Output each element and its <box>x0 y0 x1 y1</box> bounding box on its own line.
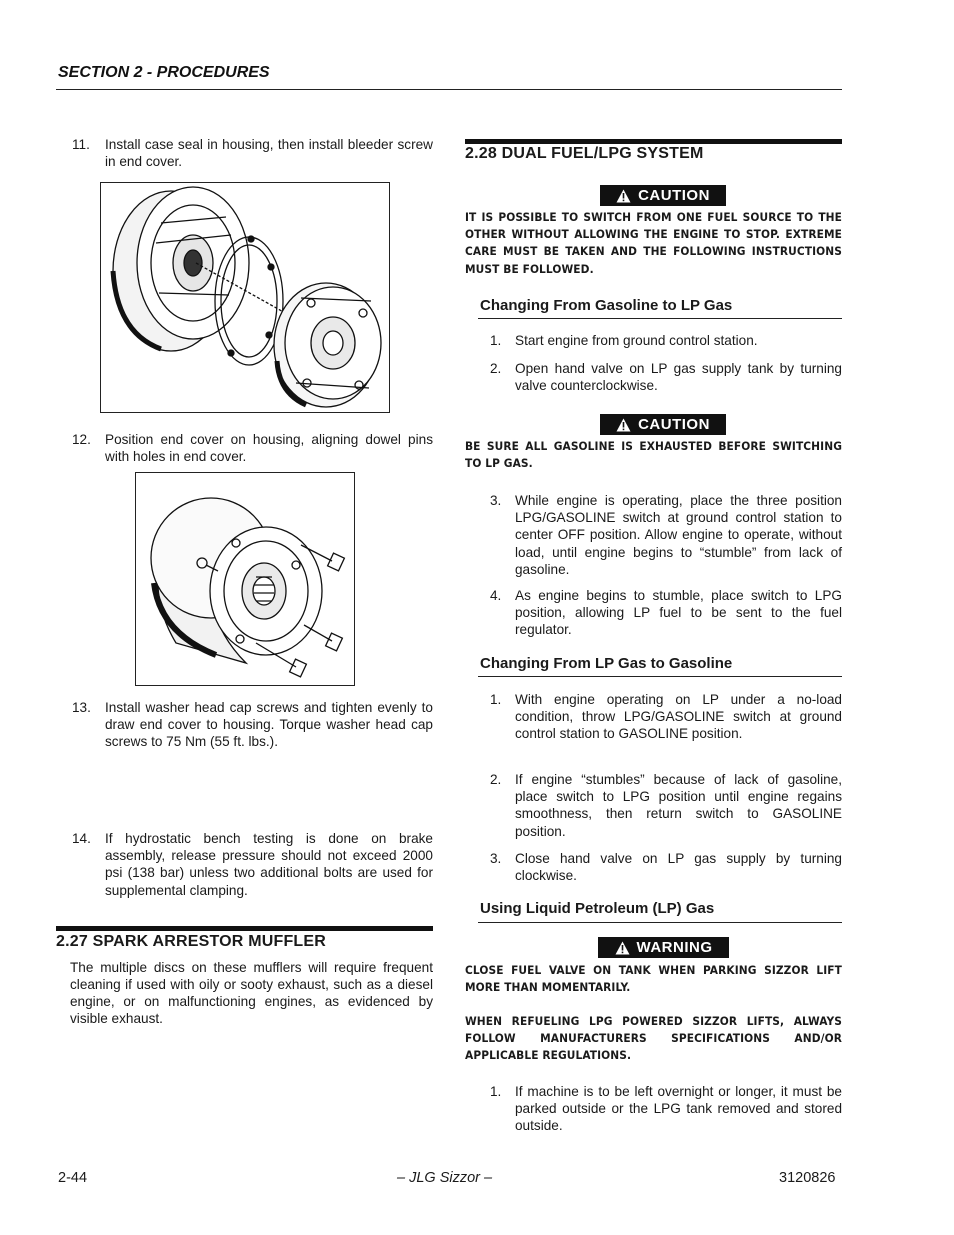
caution-label: CAUTION <box>638 187 710 204</box>
lp-to-gas-step-1 <box>490 691 842 745</box>
document-number: 3120826 <box>779 1170 836 1186</box>
step-text: If engine “stumbles” because of lack of gasoline, place switch to LPG position until engine regains smoothness, then return switch to GASOLINE position. <box>515 772 842 839</box>
subsection-gas-to-lp-title: Changing From Gasoline to LP Gas <box>480 297 733 314</box>
subsection-rule <box>478 922 842 923</box>
step-14 <box>72 830 433 902</box>
caution-badge <box>600 185 726 206</box>
step-number: 2. <box>490 361 502 376</box>
step-text: While engine is operating, place the three position LPG/GASOLINE switch at ground control station to center OFF position. Allow engine to operate, without load, until engine begins to “stumble” from lack of gasoline. <box>515 493 842 577</box>
brake-assembly-illustration <box>136 473 354 685</box>
step-text: With engine operating on LP under a no-load condition, throw LPG/GASOLINE switch at ground control station to GASOLINE position. <box>515 692 842 742</box>
warning-label: WARNING <box>636 939 713 956</box>
gas-to-lp-step-2 <box>490 360 842 396</box>
lp-gas-step-1 <box>490 1083 842 1137</box>
caution-text-2: BE SURE ALL GASOLINE IS EXHAUSTED BEFORE SWITCHING TO LP GAS. <box>465 439 842 471</box>
subsection-lp-to-gas-title: Changing From LP Gas to Gasoline <box>480 655 733 672</box>
step-11 <box>72 136 433 172</box>
step-text: As engine begins to stumble, place switch to LPG position, allowing LP fuel to be sent to the fuel regulator. <box>515 588 842 638</box>
step-text: Position end cover on housing, aligning dowel pins with holes in end cover. <box>105 432 433 465</box>
section-227-bar <box>56 926 433 931</box>
caution-badge-2 <box>600 414 726 435</box>
lp-to-gas-step-3 <box>490 850 842 886</box>
step-number: 3. <box>490 493 502 508</box>
step-12 <box>72 431 433 467</box>
step-number: 11. <box>72 137 90 152</box>
step-text: Open hand valve on LP gas supply tank by turning valve counterclockwise. <box>515 361 842 394</box>
step-number: 13. <box>72 700 91 715</box>
warning-text-2: WHEN REFUELING LPG POWERED SIZZOR LIFTS, ALWAYS FOLLOW MANUFACTURERS SPECIFICATIONS AND/OR APPLICABLE REGULATIONS. <box>465 1014 842 1063</box>
step-number: 4. <box>490 588 502 603</box>
warning-badge <box>598 937 729 958</box>
header-rule <box>56 89 842 90</box>
warning-triangle-icon <box>616 418 631 432</box>
warning-text-1: CLOSE FUEL VALVE ON TANK WHEN PARKING SIZZOR LIFT MORE THAN MOMENTARILY. <box>465 963 842 995</box>
brake-exploded-view-illustration <box>101 183 389 412</box>
caution-label: CAUTION <box>638 416 710 433</box>
subsection-lp-gas-title: Using Liquid Petroleum (LP) Gas <box>480 900 715 917</box>
step-number: 3. <box>490 851 502 866</box>
step-13 <box>72 699 433 753</box>
step-number: 1. <box>490 333 502 348</box>
footer-title: – JLG Sizzor – <box>397 1170 493 1186</box>
gas-to-lp-step-1 <box>490 332 842 350</box>
step-text: If hydrostatic bench testing is done on brake assembly, release pressure should not exceed 2000 psi (138 bar) unless two additional bolts are used for supplemental clamping. <box>105 831 433 898</box>
step-text: Start engine from ground control station. <box>515 333 758 348</box>
step-number: 14. <box>72 831 91 846</box>
warning-triangle-icon <box>616 189 631 203</box>
section-228-bar <box>465 139 842 144</box>
figure-brake-assembly <box>135 472 355 686</box>
gas-to-lp-step-3 <box>490 492 842 580</box>
subsection-rule <box>478 676 842 677</box>
page-number: 2-44 <box>58 1170 88 1186</box>
warning-triangle-icon <box>615 941 630 955</box>
step-text: Install case seal in housing, then install bleeder screw in end cover. <box>105 137 433 170</box>
caution-text: IT IS POSSIBLE TO SWITCH FROM ONE FUEL SOURCE TO THE OTHER WITHOUT ALLOWING THE ENGINE TO STOP. EXTREME CARE MUST BE TAKEN AND THE FOLLOWING INSTRUCTIONS MUST BE FOLLOWED. <box>465 210 842 276</box>
lp-to-gas-step-2 <box>490 771 842 843</box>
step-number: 2. <box>490 772 502 787</box>
section-227-title: 2.27 SPARK ARRESTOR MUFFLER <box>56 933 327 950</box>
figure-brake-exploded <box>100 182 390 413</box>
gas-to-lp-step-4 <box>490 587 842 641</box>
section-228-title: 2.28 DUAL FUEL/LPG SYSTEM <box>465 145 704 162</box>
step-number: 1. <box>490 1084 502 1099</box>
step-text: Close hand valve on LP gas supply by turning clockwise. <box>515 851 842 884</box>
step-text: If machine is to be left overnight or longer, it must be parked outside or the LPG tank removed and stored outside. <box>515 1084 842 1134</box>
step-number: 12. <box>72 432 91 447</box>
section-header: SECTION 2 - PROCEDURES <box>58 64 270 81</box>
section-227-body: The multiple discs on these mufflers will require frequent cleaning if used with oily or sooty exhaust, such as a diesel engine, or on malfunctioning engines, as evidenced by visible exhaust. <box>70 960 433 1026</box>
step-text: Install washer head cap screws and tighten evenly to draw end cover to housing. Torque washer head cap screws to 75 Nm (55 ft. lbs.). <box>105 700 433 750</box>
subsection-rule <box>478 318 842 319</box>
step-number: 1. <box>490 692 502 707</box>
